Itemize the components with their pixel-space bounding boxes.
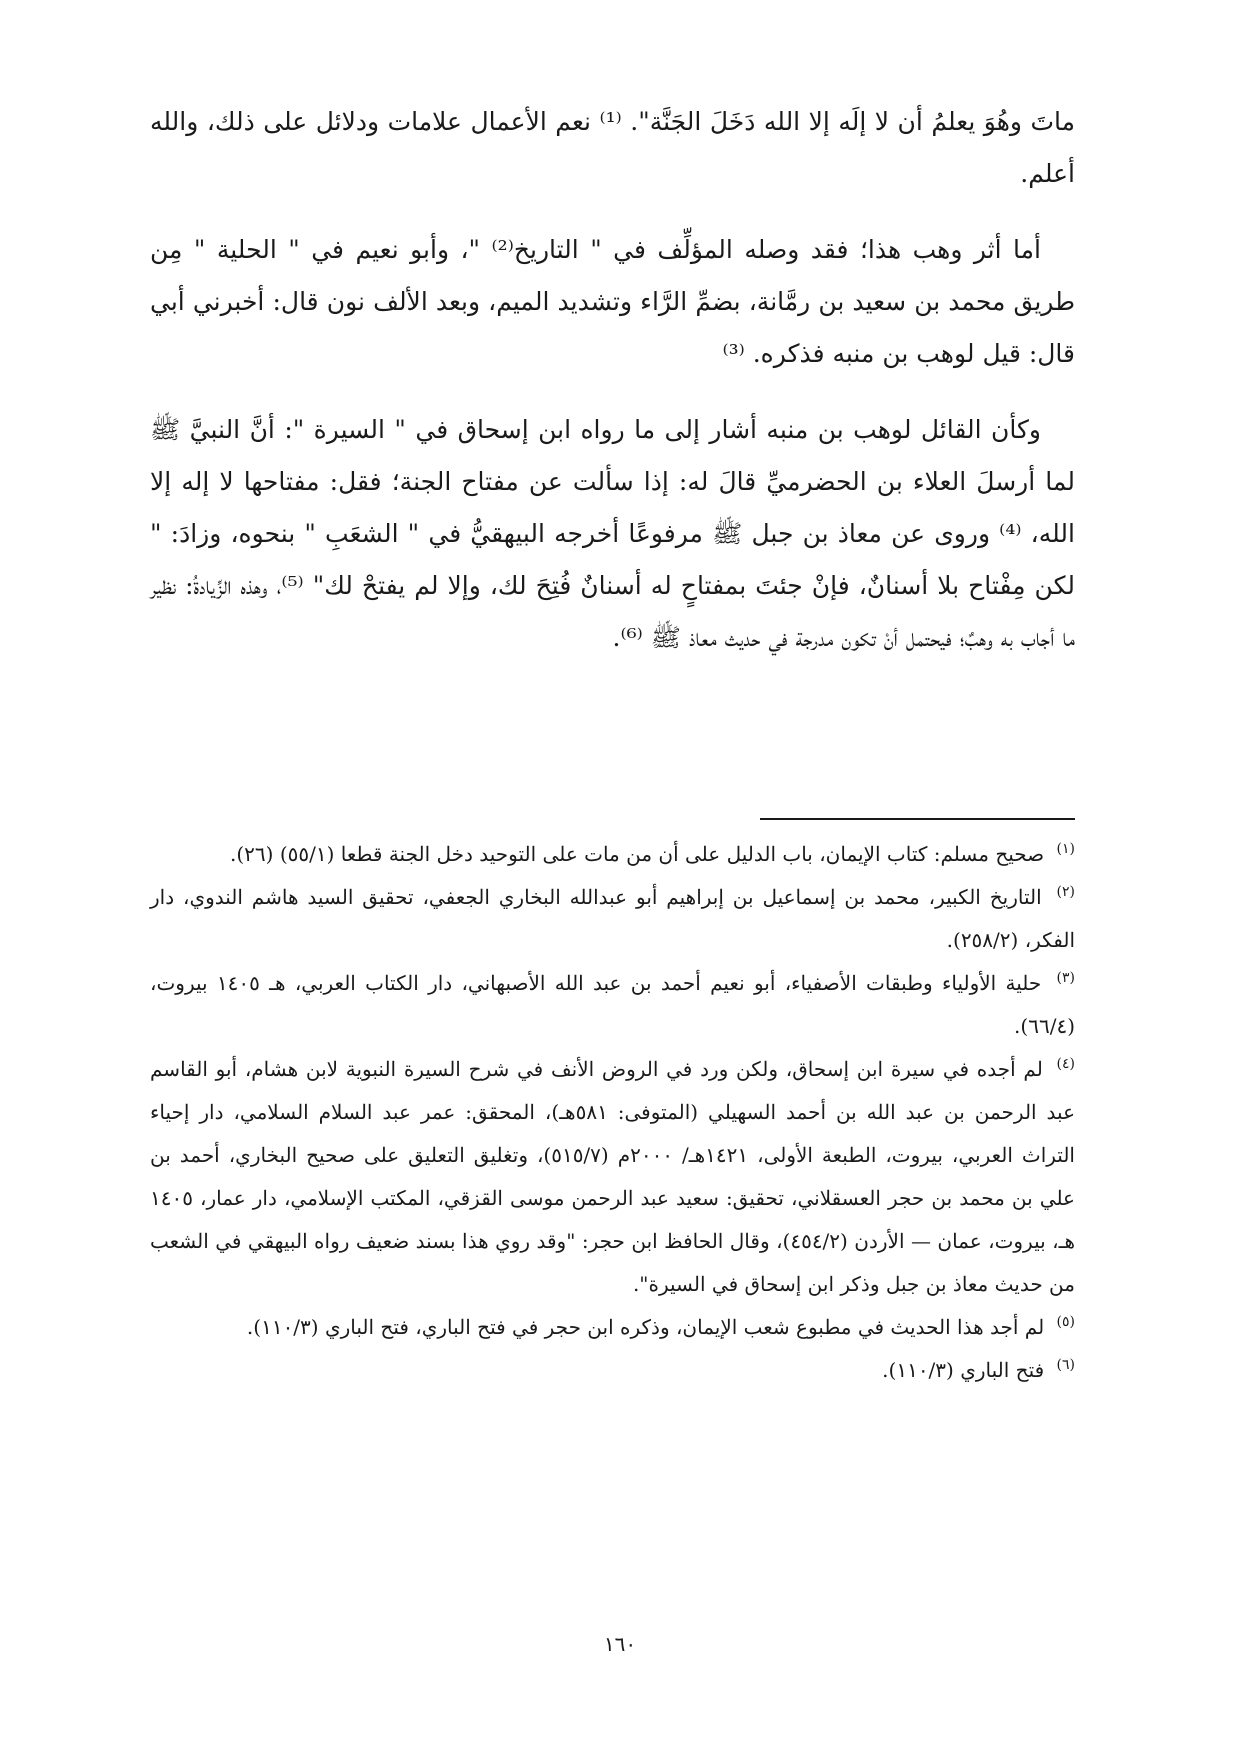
footnote-marker: (١): [1056, 841, 1075, 858]
page-number: ١٦٠: [603, 1632, 637, 1656]
paragraph-2: أما أثر وهب هذا؛ فقد وصله المؤلِّف في " التاريخ⁽²⁾ "، وأبو نعيم في " الحلية " مِن طريق محمد بن سعيد بن رمَّانة، بضمِّ الرَّاء وتشديد الميم، وبعد الألف نون قال: أخبرني أبي قال: قيل لوهب بن منبه فذكره. ⁽³⁾: [150, 235, 1075, 368]
footnote-text: فتح الباري (١١٠/٣).: [882, 1358, 1045, 1382]
footnote-marker: (٥): [1056, 1314, 1075, 1331]
footnote-text: التاريخ الكبير، محمد بن إسماعيل بن إبراهيم أبو عبدالله البخاري الجعفي، تحقيق السيد هاشم الندوي، دار الفكر، (٢٥٨/٢).: [150, 885, 1075, 952]
footnote-marker: (٣): [1056, 970, 1076, 987]
footnote-marker: (٦): [1056, 1357, 1075, 1374]
footnote-6: [150, 1349, 1075, 1392]
main-text: [150, 96, 1075, 688]
paragraph-3: وكأن القائل لوهب بن منبه أشار إلى ما رواه ابن إسحاق في " السيرة ": أنَّ النبيَّ ﷺ لما أرسلَ العلاء بن الحضرميِّ قالَ له: إذا سألت عن مفتاح الجنة؛ فقل: مفتاحها لا إله إلا الله، ⁽⁴⁾ وروى عن معاذ بن جبل ﷺ مرفوعًا أخرجه البيهقيُّ في " الشعَبِ " بنحوه، وزادَ: " لكن مِفْتاح بلا أسنانٌ، فإنْ جئتَ بمفتاحٍ له أسنانٌ فُتِحَ لك، وإلا لم يفتحْ لك" ⁽⁵⁾، وهذه الزِّيادةُ: نظير ما أجاب به وهبٌ؛ فيحتمل أنْ تكون مدرجة في حديث معاذ ﷺ ⁽⁶⁾.: [150, 415, 1075, 652]
footnote-text: صحيح مسلم: كتاب الإيمان، باب الدليل على أن من مات على التوحيد دخل الجنة قطعا (٥٥/١) (٢٦).: [230, 842, 1045, 866]
footnote-3: [150, 962, 1075, 1048]
footnote-5: [150, 1306, 1075, 1349]
footnotes: [150, 833, 1075, 1392]
footnote-marker: (٢): [1056, 884, 1075, 901]
paragraph-1: ماتَ وهُوَ يعلمُ أن لا إلَه إلا الله دَخَلَ الجَنَّة". ⁽¹⁾ نعم الأعمال علامات ودلائل على ذلك، والله أعلم.: [150, 107, 1075, 188]
footnote-separator: [760, 818, 1075, 820]
footnote-2: [150, 876, 1075, 962]
footnote-text: لم أجده في سيرة ابن إسحاق، ولكن ورد في الروض الأنف في شرح السيرة النبوية لابن هشام، أبو القاسم عبد الرحمن بن عبد الله بن أحمد السهيلي (المتوفى: ٥٨١هـ)، المحقق: عمر عبد السلام السلامي، دار إحياء التراث العربي، بيروت، الطبعة الأولى، ١٤٢١هـ/ ٢٠٠٠م (٥١٥/٧)، وتغليق التعليق على صحيح البخاري، أحمد بن علي بن محمد بن حجر العسقلاني، تحقيق: سعيد عبد الرحمن موسى القزقي، المكتب الإسلامي، دار عمار، ١٤٠٥ هـ، بيروت، عمان — الأردن (٤٥٤/٢)، وقال الحافظ ابن حجر: "وقد روي هذا بسند ضعيف رواه البيهقي في الشعب من حديث معاذ بن جبل وذكر ابن إسحاق في السيرة".: [150, 1057, 1076, 1296]
footnote-text: لم أجد هذا الحديث في مطبوع شعب الإيمان، وذكره ابن حجر في فتح الباري، فتح الباري (١١٠/٣).: [246, 1315, 1045, 1339]
footnote-4: [150, 1048, 1075, 1306]
footnote-text: حلية الأولياء وطبقات الأصفياء، أبو نعيم أحمد بن عبد الله الأصبهاني، دار الكتاب العربي، هـ ١٤٠٥ بيروت، (٦٦/٤).: [150, 971, 1075, 1038]
footnote-marker: (٤): [1056, 1056, 1076, 1073]
footnote-1: [150, 833, 1075, 876]
